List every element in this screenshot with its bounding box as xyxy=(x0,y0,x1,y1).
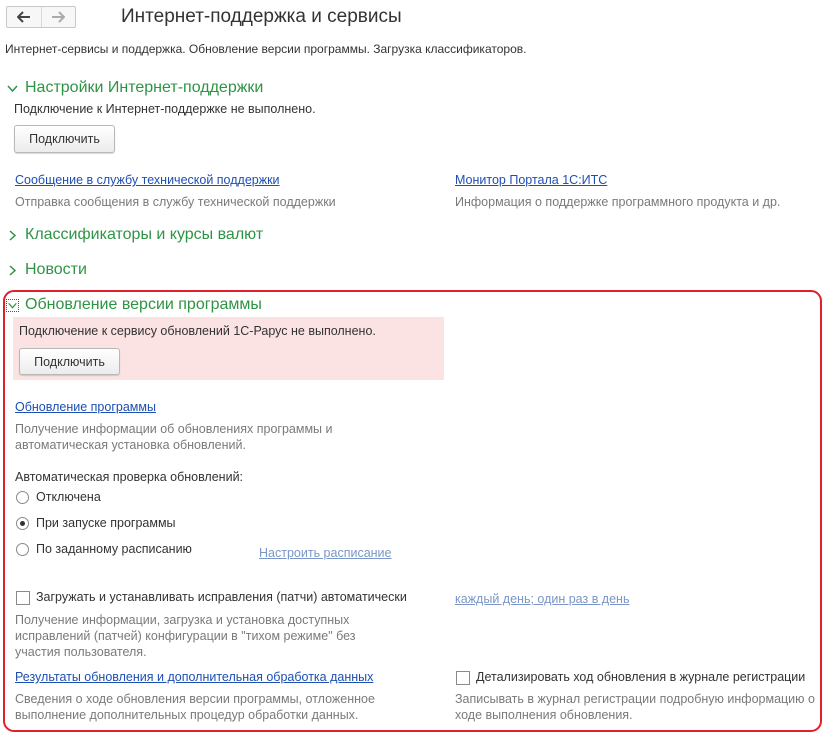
section-title: Обновление версии программы xyxy=(25,296,262,313)
radio-scheduled[interactable] xyxy=(16,543,29,556)
configure-schedule-link[interactable]: Настроить расписание xyxy=(259,546,392,560)
update-status-text: Подключение к сервису обновлений 1С-Рарус не выполнено. xyxy=(19,324,376,338)
radio-scheduled-label[interactable]: По заданному расписанию xyxy=(36,542,192,556)
chevron-down-icon xyxy=(6,82,19,95)
support-status-text: Подключение к Интернет-поддержке не выполнено. xyxy=(14,102,316,116)
log-detail-label[interactable]: Детализировать ход обновления в журнале регистрации xyxy=(476,670,806,684)
radio-disabled[interactable] xyxy=(16,491,29,504)
log-detail-checkbox[interactable] xyxy=(456,671,470,685)
section-title: Настройки Интернет-поддержки xyxy=(25,79,264,96)
section-title: Новости xyxy=(25,261,87,278)
navigation-buttons xyxy=(6,6,76,28)
arrow-left-icon xyxy=(17,11,31,23)
section-support-settings[interactable] xyxy=(6,79,263,97)
program-update-description: Получение информации об обновлениях программы и автоматическая установка обновлений. xyxy=(15,422,333,452)
radio-on-startup-label[interactable]: При запуске программы xyxy=(36,516,176,530)
program-update-link[interactable]: Обновление программы xyxy=(15,400,156,414)
back-button[interactable] xyxy=(7,7,41,27)
portal-monitor-link[interactable]: Монитор Портала 1С:ИТС xyxy=(455,173,608,187)
auto-check-label: Автоматическая проверка обновлений: xyxy=(15,470,244,484)
tech-support-link[interactable]: Сообщение в службу технической поддержки xyxy=(15,173,280,187)
connect-support-button[interactable]: Подключить xyxy=(14,125,115,153)
update-results-link[interactable]: Результаты обновления и дополнительная обработка данных xyxy=(15,670,374,684)
forward-button[interactable] xyxy=(41,7,76,27)
page-subtitle: Интернет-сервисы и поддержка. Обновление версии программы. Загрузка классификаторов. xyxy=(5,42,527,56)
section-classifiers[interactable] xyxy=(6,226,263,244)
portal-monitor-description: Информация о поддержке программного продукта и др. xyxy=(455,195,781,209)
patches-schedule-link[interactable]: каждый день; один раз в день xyxy=(455,592,630,606)
chevron-right-icon xyxy=(6,229,19,242)
page-title: Интернет-поддержка и сервисы xyxy=(121,6,402,27)
update-results-description: Сведения о ходе обновления версии программы, отложенное выполнение дополнительных процедур обработки данных. xyxy=(15,692,375,722)
auto-patches-checkbox[interactable] xyxy=(16,591,30,605)
auto-patches-label[interactable]: Загружать и устанавливать исправления (патчи) автоматически xyxy=(36,590,407,604)
section-title: Классификаторы и курсы валют xyxy=(25,226,264,243)
section-program-update[interactable] xyxy=(6,296,262,314)
tech-support-description: Отправка сообщения в службу технической поддержки xyxy=(15,195,336,209)
chevron-down-icon xyxy=(6,299,19,312)
arrow-right-icon xyxy=(51,11,65,23)
auto-patches-description: Получение информации, загрузка и установка доступных исправлений (патчей) конфигурации в "тихом режиме" без участия пользователя. xyxy=(15,613,356,659)
connect-update-button[interactable]: Подключить xyxy=(19,348,120,375)
chevron-right-icon xyxy=(6,264,19,277)
radio-on-startup[interactable] xyxy=(16,517,29,530)
log-detail-description: Записывать в журнал регистрации подробную информацию о ходе выполнения обновления. xyxy=(455,692,815,722)
radio-disabled-label[interactable]: Отключена xyxy=(36,490,101,504)
section-news[interactable] xyxy=(6,261,87,279)
